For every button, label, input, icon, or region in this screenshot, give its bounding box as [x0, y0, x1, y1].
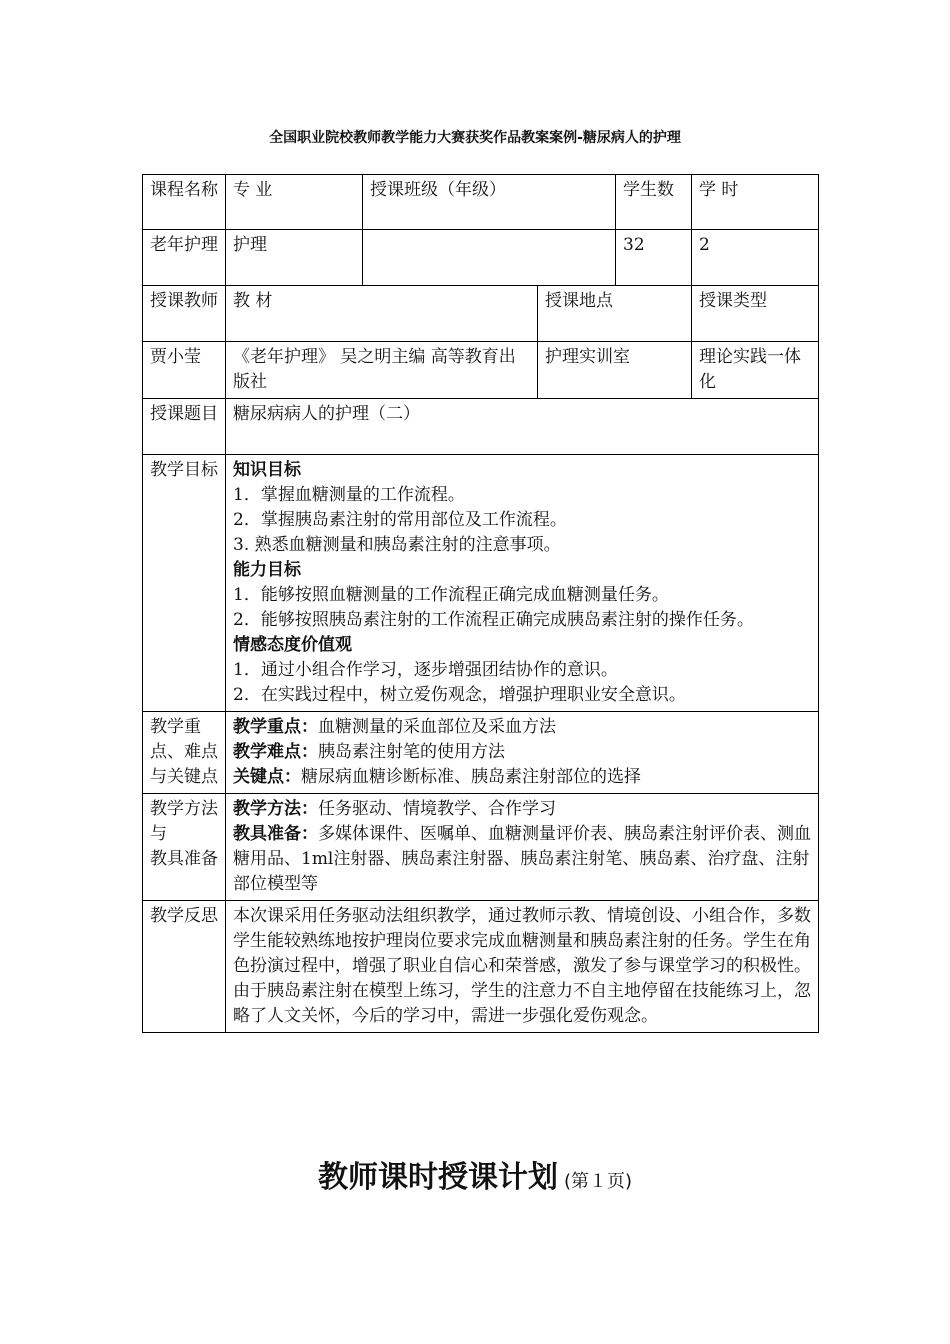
methods-label-line: 教学方法 [150, 799, 218, 819]
teacher-label: 授课教师 [143, 286, 226, 342]
difficulty-label: 教学难点： [233, 742, 318, 762]
key-value: 糖尿病血糖诊断标准、胰岛素注射部位的选择 [301, 767, 641, 787]
key-label: 关键点： [233, 767, 301, 787]
methods-row [143, 794, 819, 901]
key-points-content [226, 712, 819, 794]
plan-title: 教师课时授课计划 [317, 1160, 558, 1195]
reflection-row [143, 901, 819, 1033]
textbook-value: 《老年护理》 吴之明主编 高等教育出版社 [226, 342, 538, 399]
ability-goal-item: 2．能够按照胰岛素注射的工作流程正确完成胰岛素注射的操作任务。 [233, 610, 754, 630]
emotion-goal-item: 2．在实践过程中，树立爱伤观念，增强护理职业安全意识。 [233, 685, 686, 705]
value-row-2 [143, 342, 819, 399]
lesson-plan-table [142, 174, 819, 1033]
topic-value: 糖尿病病人的护理（二） [226, 399, 819, 455]
page-number: (第１页) [563, 1171, 633, 1192]
method-label: 教学方法： [233, 799, 318, 819]
ability-goals-title: 能力目标 [233, 560, 301, 580]
tools-label: 教具准备： [233, 824, 318, 844]
difficulty-value: 胰岛素注射笔的使用方法 [318, 742, 505, 762]
type-label: 授课类型 [692, 286, 819, 342]
key-points-row [143, 712, 819, 794]
knowledge-goal-item: 2．掌握胰岛素注射的常用部位及工作流程。 [233, 510, 567, 530]
value-row-1 [143, 230, 819, 286]
methods-label [143, 794, 226, 901]
methods-content [226, 794, 819, 901]
students-label: 学生数 [616, 175, 692, 230]
hours-value: 2 [692, 230, 819, 286]
reflection-label: 教学反思 [143, 901, 226, 1033]
major-label: 专 业 [226, 175, 363, 230]
emotion-goals-title: 情感态度价值观 [233, 635, 352, 655]
type-value: 理论实践一体化 [692, 342, 819, 399]
footer-heading [0, 1152, 950, 1196]
hours-label: 学 时 [692, 175, 819, 230]
reflection-text: 本次课采用任务驱动法组织教学，通过教师示教、情境创设、小组合作，多数学生能较熟练地按护理岗位要求完成血糖测量和胰岛素注射的任务。学生在角色扮演过程中，增强了职业自信心和荣誉感，激发了参与课堂学习的积极性。由于胰岛素注射在模型上练习，学生的注意力不自主地停留在技能练习上，忽略了人文关怀，今后的学习中，需进一步强化爱伤观念。 [226, 901, 819, 1033]
key-points-label: 教学重点、难点与关键点 [143, 712, 226, 794]
class-value [363, 230, 616, 286]
topic-label: 授课题目 [143, 399, 226, 455]
location-label: 授课地点 [538, 286, 692, 342]
header-row-1 [143, 175, 819, 230]
document-title: 全国职业院校教师教学能力大赛获奖作品教案案例-糖尿病人的护理 [269, 130, 681, 146]
header-row-2 [143, 286, 819, 342]
methods-label-line: 教具准备 [150, 849, 218, 869]
objectives-label: 教学目标 [143, 455, 226, 712]
knowledge-goal-item: 3. 熟悉血糖测量和胰岛素注射的注意事项。 [233, 535, 561, 555]
course-name-label: 课程名称 [143, 175, 226, 230]
method-value: 任务驱动、情境教学、合作学习 [318, 799, 556, 819]
tools-value: 多媒体课件、医嘱单、血糖测量评价表、胰岛素注射评价表、测血糖用品、1ml注射器、胰岛素注射器、胰岛素注射笔、胰岛素、治疗盘、注射部位模型等 [233, 824, 811, 894]
knowledge-goals-title: 知识目标 [233, 460, 301, 480]
major-value: 护理 [226, 230, 363, 286]
students-value: 32 [616, 230, 692, 286]
objectives-row [143, 455, 819, 712]
topic-row [143, 399, 819, 455]
knowledge-goal-item: 1．掌握血糖测量的工作流程。 [233, 485, 465, 505]
course-name-value: 老年护理 [143, 230, 226, 286]
focus-label: 教学重点： [233, 717, 318, 737]
objectives-content [226, 455, 819, 712]
methods-label-line: 与 [150, 824, 167, 844]
teacher-value: 贾小莹 [143, 342, 226, 399]
textbook-label: 教 材 [226, 286, 538, 342]
class-label: 授课班级（年级） [363, 175, 616, 230]
ability-goal-item: 1．能够按照血糖测量的工作流程正确完成血糖测量任务。 [233, 585, 669, 605]
focus-value: 血糖测量的采血部位及采血方法 [318, 717, 556, 737]
emotion-goal-item: 1．通过小组合作学习，逐步增强团结协作的意识。 [233, 660, 618, 680]
location-value: 护理实训室 [538, 342, 692, 399]
